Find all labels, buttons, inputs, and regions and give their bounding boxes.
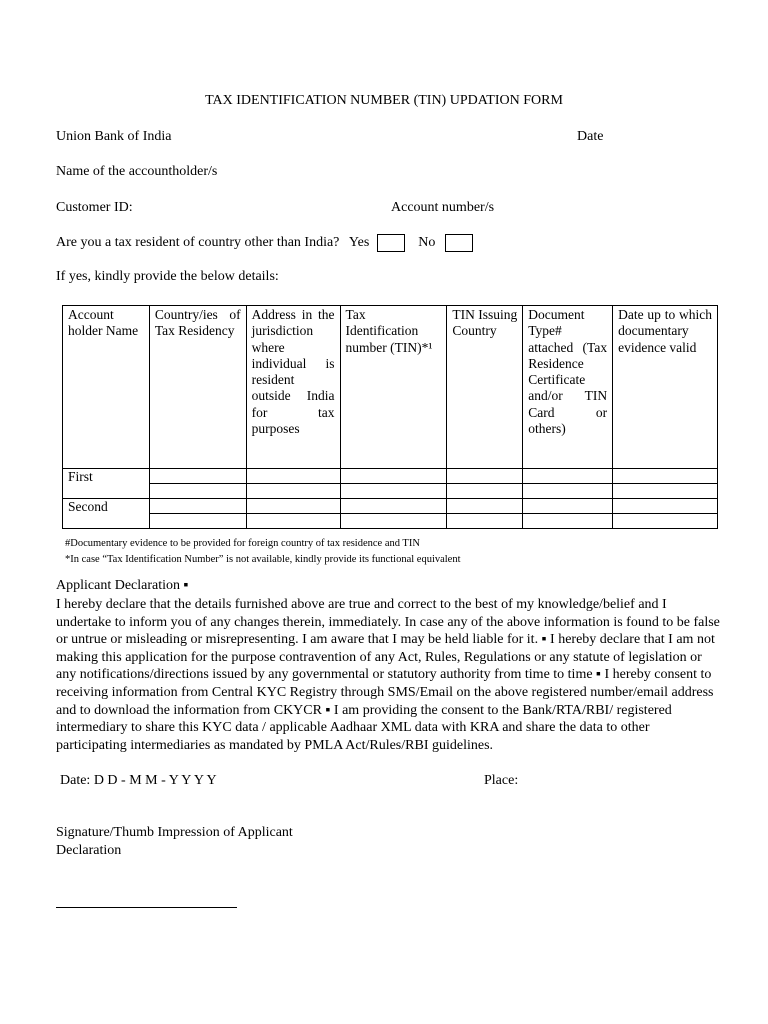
tax-resident-question (56, 234, 473, 252)
signature-line (56, 907, 237, 908)
yes-label: Yes (348, 235, 370, 251)
table-row (63, 469, 718, 484)
table-cell[interactable] (613, 514, 718, 529)
table-cell[interactable] (523, 499, 613, 514)
table-cell[interactable] (613, 484, 718, 499)
date-label: Date (577, 129, 604, 144)
table-cell[interactable] (523, 514, 613, 529)
table-cell[interactable] (246, 499, 340, 514)
form-title: TAX IDENTIFICATION NUMBER (TIN) UPDATION FORM (205, 93, 563, 108)
documentary-evidence-note: #Documentary evidence to be provided for foreign country of tax residence and TIN (65, 538, 420, 549)
table-cell[interactable] (523, 469, 613, 484)
footer-date-label: Date: D D - M M - Y Y Y Y (60, 773, 217, 788)
table-row (63, 484, 718, 499)
header-tin-issuing-country: TIN Issuing Country (447, 306, 523, 469)
table-cell[interactable] (149, 469, 246, 484)
table-cell[interactable] (340, 469, 447, 484)
tin-functional-equivalent-note: *In case “Tax Identification Number” is not available, kindly provide its functional equivalent (65, 554, 461, 565)
row-label-second: Second (63, 499, 150, 529)
declaration-heading: Applicant Declaration ▪ (56, 578, 189, 593)
details-prompt: If yes, kindly provide the below details: (56, 269, 279, 284)
header-tin: Tax Identification number (TIN)*¹ (340, 306, 447, 469)
yes-checkbox[interactable] (377, 234, 405, 252)
tax-resident-question-text: Are you a tax resident of country other than India? (56, 235, 340, 251)
table-cell[interactable] (246, 484, 340, 499)
header-account-holder-name: Account holder Name (63, 306, 150, 469)
table-cell[interactable] (447, 469, 523, 484)
table-cell[interactable] (340, 514, 447, 529)
bank-name: Union Bank of India (56, 129, 172, 144)
table-cell[interactable] (447, 499, 523, 514)
customer-id-label: Customer ID: (56, 200, 133, 215)
table-row (63, 499, 718, 514)
table-cell[interactable] (447, 484, 523, 499)
accountholder-name-label: Name of the accountholder/s (56, 164, 218, 179)
table-cell[interactable] (613, 499, 718, 514)
header-country-tax-residency: Country/ies of Tax Residency (149, 306, 246, 469)
footer-place-label: Place: (484, 773, 519, 788)
header-address-outside-india: Address in the jurisdiction where individual is resident outside India for tax purposes (246, 306, 340, 469)
table-cell[interactable] (149, 514, 246, 529)
table-cell[interactable] (447, 514, 523, 529)
table-row (63, 514, 718, 529)
header-date-valid: Date up to which documentary evidence valid (613, 306, 718, 469)
table-header-row (63, 306, 718, 469)
tax-residency-table (62, 305, 718, 529)
no-checkbox[interactable] (445, 234, 473, 252)
table-cell[interactable] (523, 484, 613, 499)
row-label-first: First (63, 469, 150, 499)
signature-label: Signature/Thumb Impression of Applicant (56, 825, 293, 840)
table-cell[interactable] (340, 484, 447, 499)
header-document-type: Document Type# attached (Tax Residence Certificate and/or TIN Card or others) (523, 306, 613, 469)
declaration-label: Declaration (56, 843, 122, 858)
declaration-text: I hereby declare that the details furnished above are true and correct to the best of my knowledge/belief and I undertake to inform you of any changes therein, immediately. In case any of the above information is found to be false or untrue or misleading or misrepresenting. I am aware that I may be held liable for it. ▪ I hereby declare that I am not making this application for the purpose contravention of any Act, Rules, Regulations or any statute of legislation or any notifications/directions issued by any governmental or statutory authority from time to time ▪ I hereby consent to receiving information from Central KYC Registry through SMS/Email on the above registered number/email address and to download the information from CKYCR ▪ I am providing the consent to the Bank/RTA/RBI/ registered intermediary to share this KYC data / applicable Aadhaar XML data with KRA and share the data to other participating intermediaries as mandated by PMLA Act/Rules/RBI guidelines. (56, 597, 720, 753)
table-cell[interactable] (613, 469, 718, 484)
table-cell[interactable] (149, 484, 246, 499)
account-number-label: Account number/s (391, 200, 495, 215)
table-cell[interactable] (149, 499, 246, 514)
table-cell[interactable] (246, 469, 340, 484)
table-cell[interactable] (340, 499, 447, 514)
no-label: No (418, 235, 436, 251)
table-cell[interactable] (246, 514, 340, 529)
